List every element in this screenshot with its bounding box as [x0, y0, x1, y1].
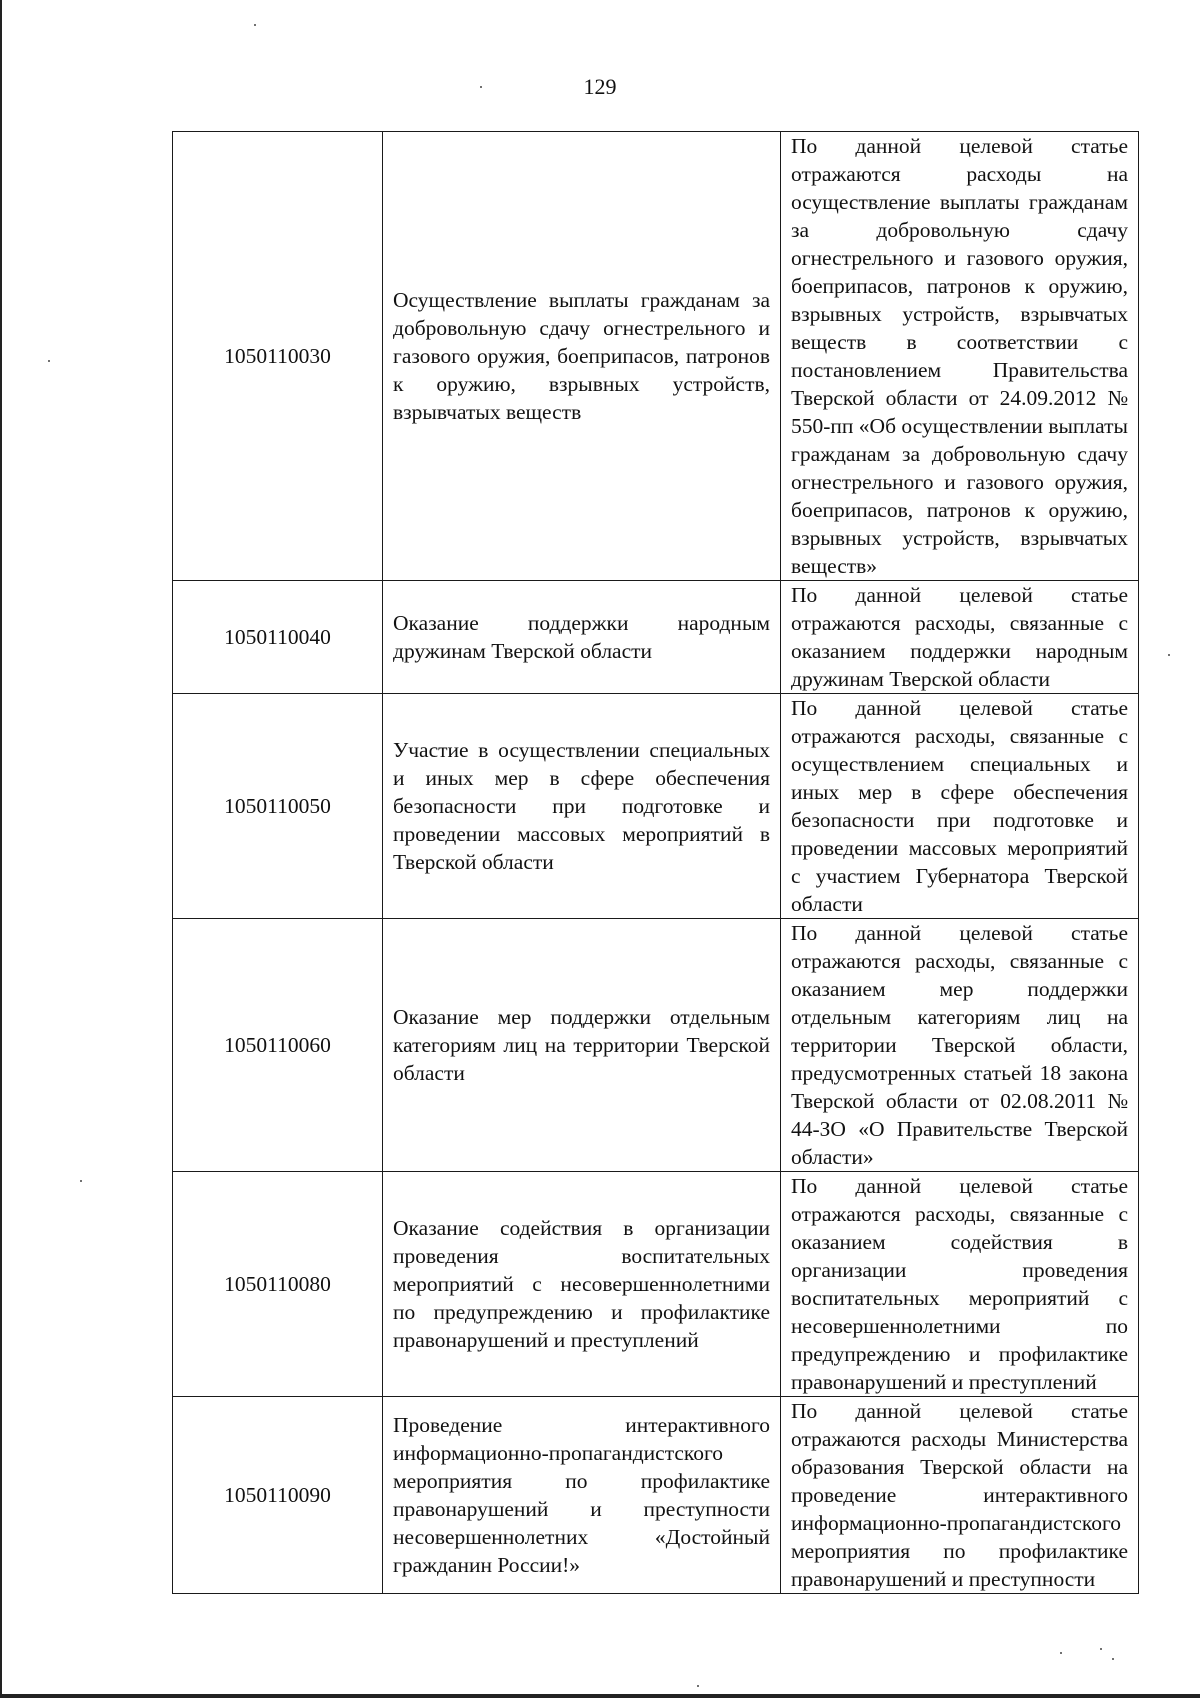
target-code-cell: 1050110090 — [173, 1397, 383, 1594]
target-description-cell: По данной целевой статье отражаются расходы, связанные с оказанием мер поддержки отдельным категориям лиц на территории Тверской области, предусмотренных статьей 18 закона Тверской области от 02.08.2011 № 44-ЗО «О Правительстве Тверской области» — [781, 919, 1139, 1172]
target-name-cell: Осуществление выплаты гражданам за добровольную сдачу огнестрельного и газового оружия, боеприпасов, патронов к оружию, взрывных устройств, взрывчатых веществ — [383, 132, 781, 581]
table-row — [173, 919, 1139, 1172]
table-row — [173, 581, 1139, 694]
scan-speck — [1168, 654, 1170, 656]
target-code-cell: 1050110040 — [173, 581, 383, 694]
target-code-cell: 1050110080 — [173, 1172, 383, 1397]
scan-speck — [48, 360, 50, 362]
scan-speck — [1060, 1652, 1062, 1654]
target-code-cell: 1050110060 — [173, 919, 383, 1172]
table-row — [173, 1172, 1139, 1397]
scan-speck — [1112, 1658, 1114, 1660]
target-description-cell: По данной целевой статье отражаются расходы, связанные с осуществлением специальных и иных мер в сфере обеспечения безопасности при подготовке и проведении массовых мероприятий с участием Губернатора Тверской области — [781, 694, 1139, 919]
target-name-cell: Оказание содействия в организации проведения воспитательных мероприятий с несовершеннолетними по предупреждению и профилактике правонарушений и преступлений — [383, 1172, 781, 1397]
target-name-cell: Проведение интерактивного информационно-пропагандистского мероприятия по профилактике правонарушений и преступности несовершеннолетних «Достойный гражданин России!» — [383, 1397, 781, 1594]
scan-speck — [80, 1180, 82, 1182]
table-row — [173, 1397, 1139, 1594]
table-row — [173, 694, 1139, 919]
scan-speck — [697, 1685, 699, 1687]
scan-bottom-edge — [0, 1694, 1200, 1698]
scan-left-edge — [0, 0, 2, 1698]
scan-speck — [1100, 1648, 1102, 1650]
target-description-cell: По данной целевой статье отражаются расходы Министерства образования Тверской области на проведение интерактивного информационно-пропагандистского мероприятия по профилактике правонарушений и преступности — [781, 1397, 1139, 1594]
scan-speck — [254, 24, 256, 26]
target-description-cell: По данной целевой статье отражаются расходы, связанные с оказанием содействия в организации проведения воспитательных мероприятий с несовершеннолетними по предупреждению и профилактике правонарушений и преступлений — [781, 1172, 1139, 1397]
target-description-cell: По данной целевой статье отражаются расходы на осуществление выплаты гражданам за добровольную сдачу огнестрельного и газового оружия, боеприпасов, патронов к оружию, взрывных устройств, взрывчатых веществ в соответствии с постановлением Правительства Тверской области от 24.09.2012 № 550-пп «Об осуществлении выплаты гражданам за добровольную сдачу огнестрельного и газового оружия, боеприпасов, патронов к оружию, взрывных устройств, взрывчатых веществ» — [781, 132, 1139, 581]
table-row — [173, 132, 1139, 581]
page-number: 129 — [583, 74, 617, 99]
target-code-cell: 1050110050 — [173, 694, 383, 919]
target-name-cell: Оказание мер поддержки отдельным категориям лиц на территории Тверской области — [383, 919, 781, 1172]
target-name-cell: Участие в осуществлении специальных и иных мер в сфере обеспечения безопасности при подготовке и проведении массовых мероприятий в Тверской области — [383, 694, 781, 919]
table-body — [173, 132, 1139, 1594]
budget-classification-table — [172, 131, 1139, 1594]
target-code-cell: 1050110030 — [173, 132, 383, 581]
target-description-cell: По данной целевой статье отражаются расходы, связанные с оказанием поддержки народным дружинам Тверской области — [781, 581, 1139, 694]
target-name-cell: Оказание поддержки народным дружинам Тверской области — [383, 581, 781, 694]
